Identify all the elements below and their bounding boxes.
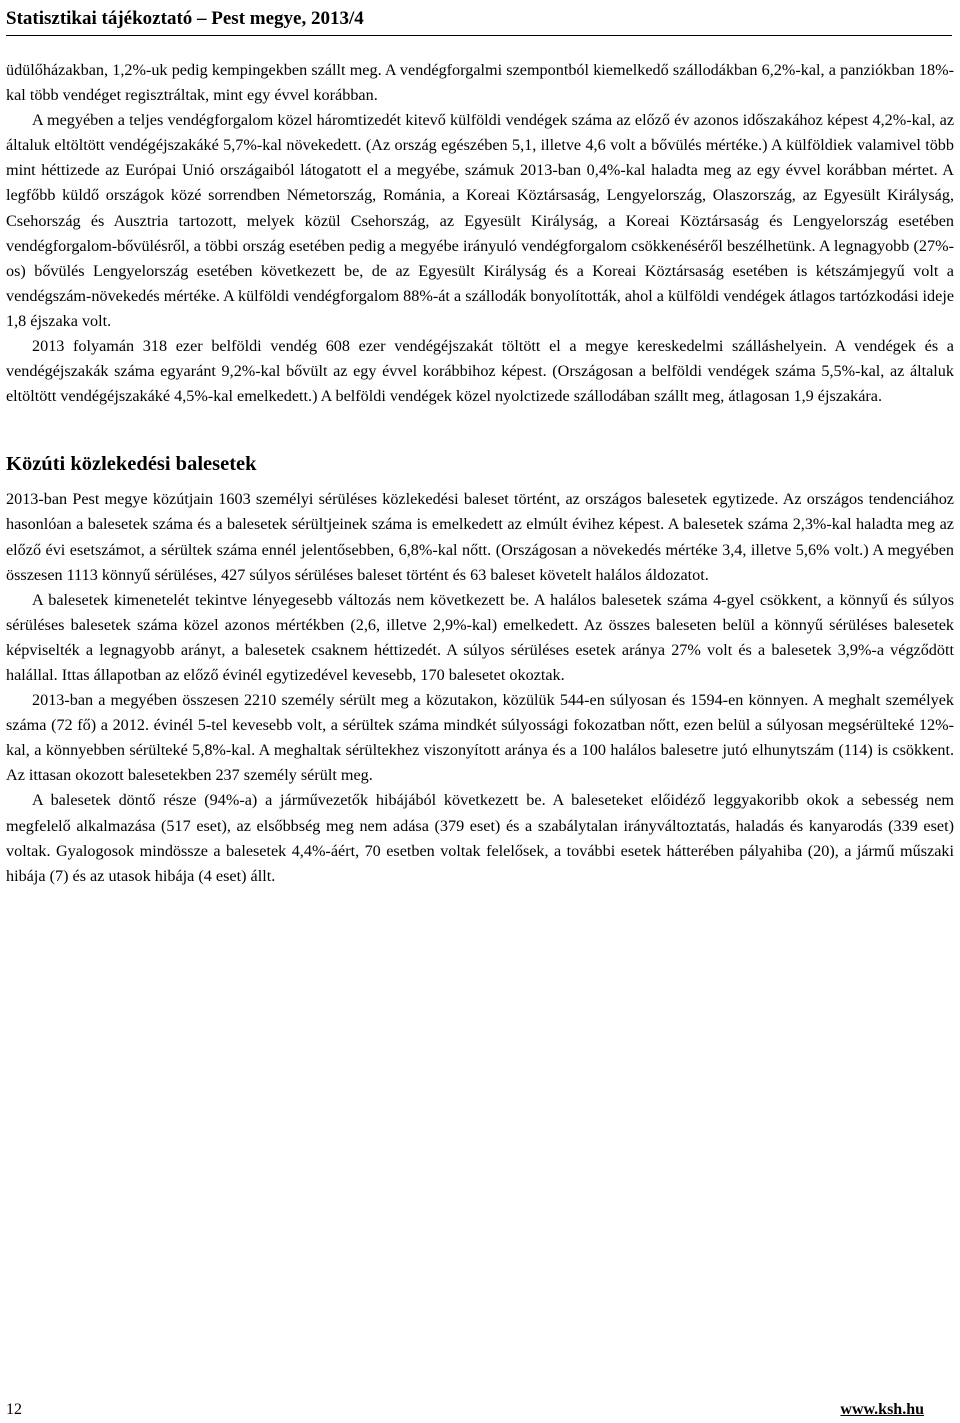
paragraph-accident-causes: A balesetek döntő része (94%-a) a járművezetők hibájából következett be. A baleseteket előidéző leggyakoribb okok a sebesség nem megfelelő alkalmazása (517 eset), az elsőbbség meg nem adása (379 eset) és a szabálytalan irányváltoztatás, haladás és kanyarodás (339 eset) voltak. Gyalogosok mindössze a balesetek 4,4%-áért, 70 esetben voltak felelősek, a további esetek hátterében pályahiba (20), a jármű műszaki hibája (7) és az utasok hibája (4 eset) állt. <box>6 791 954 885</box>
ksh-website-link[interactable]: www.ksh.hu <box>840 1401 924 1418</box>
paragraph-accommodation-types: üdülőházakban, 1,2%-uk pedig kempingekben szállt meg. A vendégforgalmi szempontból kiemelkedő szállodákban 6,2%-kal, a panziókban 18%-kal több vendéget regisztráltak, mint egy évvel korábban. <box>6 61 954 105</box>
page-header <box>6 4 952 36</box>
header-divider <box>6 35 952 36</box>
paragraph-domestic-guests: 2013 folyamán 318 ezer belföldi vendég 608 ezer vendégéjszakát töltött el a megye kereskedelmi szálláshelyein. A vendégek és a vendégéjszakák száma egyaránt 9,2%-kal bővült az egy évvel korábbihoz képest. (Országosan a belföldi vendégek száma 5,5%-kal, az általuk eltöltött vendégéjszakáké 4,5%-kal emelkedett.) A belföldi vendégek közel nyolctizede szállodában szállt meg, átlagosan 1,9 éjszakára. <box>6 337 954 406</box>
page-footer <box>6 1400 924 1422</box>
page-number: 12 <box>6 1401 22 1418</box>
publication-title: Statisztikai tájékoztató – Pest megye, 2013/4 <box>6 8 364 29</box>
paragraph-injured-persons: 2013-ban a megyében összesen 2210 személy sérült meg a közutakon, közülük 544-en súlyosan és 1594-en könnyen. A meghalt személyek száma (72 fő) a 2012. évinél 5-tel kevesebb volt, a sérültek száma mindkét súlyossági fokozatban nőtt, ezen belül a súlyosan megsérülteké 12%-kal, a könnyebben sérülteké 5,8%-kal. A meghaltak sérültekhez viszonyított aránya és a 100 halálos balesetre jutó elhunytszám (114) is csökkent. Az ittasan okozott balesetekben 237 személy sérült meg. <box>6 691 954 785</box>
paragraph-accident-totals: 2013-ban Pest megye közútjain 1603 személyi sérüléses közlekedési baleset történt, az országos balesetek egytizede. Az országos tendenciához hasonlóan a balesetek száma és a balesetek sérültjeinek száma is emelkedett az elmúlt évihez képest. A balesetek száma 2,3%-kal haladta meg az előző évi esetszámot, a sérültek száma ennél jelentősebben, 6,8%-kal nőtt. (Országosan a növekedés mértéke 3,4, illetve 5,6% volt.) A megyében összesen 1113 könnyű sérüléses, 427 súlyos sérüléses baleset történt és 63 baleset követelt halálos áldozatot. <box>6 490 954 584</box>
paragraph-foreign-guests: A megyében a teljes vendégforgalom közel háromtizedét kitevő külföldi vendégek száma az előző év azonos időszakához képest 4,2%-kal, az általuk eltöltött vendégéjszakáké 5,7%-kal növekedett. (Az ország egészében 5,1, illetve 4,6 volt a bővülés mértéke.) A külföldiek valamivel több mint héttizede az Európai Unió országaiból látogatott el a megyébe, számuk 2013-ban 0,4%-kal haladta meg az egy évvel korábban mértet. A legfőbb küldő országok közé sorrendben Németország, Románia, a Koreai Köztársaság, Lengyelország, Olaszország, az Egyesült Királyság, Csehország és Ausztria tartozott, melyek közül Csehország, az Egyesült Királyság, a Koreai Köztársaság és Lengyelország esetében vendégforgalom-bővülésről, a többi ország esetében pedig a megyébe irányuló vendégforgalom csökkenéséről beszélhetünk. A legnagyobb (27%-os) bővülés Lengyelország esetében következett be, de az Egyesült Királyság és a Koreai Köztársaság esetében is kétszámjegyű volt a vendégszám-növekedés mértéke. A külföldi vendégforgalom 88%-át a szállodák bonyolították, ahol a külföldi vendégek átlagos tartózkodási ideje 1,8 éjszaka volt. <box>6 111 954 330</box>
paragraph-accident-outcomes: A balesetek kimenetelét tekintve lényegesebb változás nem következett be. A halálos balesetek száma 4-gyel csökkent, a könnyű és súlyos sérüléses balesetek száma közel azonos mértékben (2,6, illetve 2,9%-kal) emelkedett. Az összes baleseten belül a könnyű sérüléses balesetek képviselték a legnagyobb arányt, a balesetek csaknem héttizedét. A súlyos sérüléses esetek aránya 27% volt és a balesetek 3,9%-a végződött halállal. Ittas állapotban az előző évinél egytizedével kevesebb, 170 balesetet okoztak. <box>6 590 954 684</box>
section-heading-road-accidents: Közúti közlekedési balesetek <box>6 453 257 476</box>
main-content <box>6 58 954 889</box>
